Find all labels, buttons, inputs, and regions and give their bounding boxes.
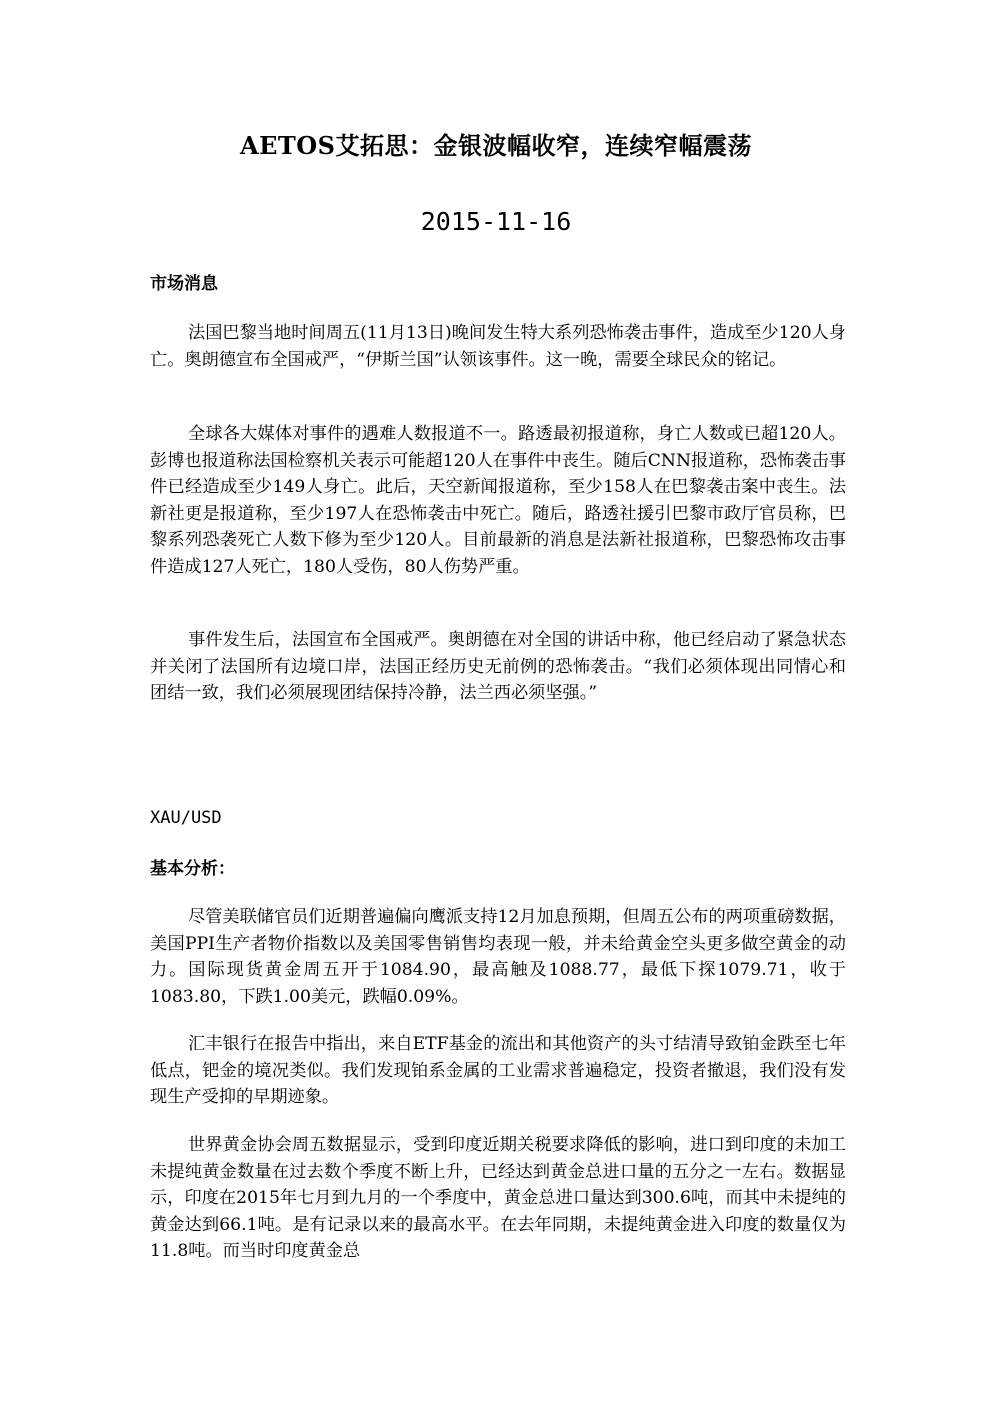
market-news-paragraph-3: 事件发生后，法国宣布全国戒严。奥朗德在对全国的讲话中称，他已经启动了紧急状态并关闭了法国所有边境口岸，法国正经历史无前例的恐怖袭击。“我们必须体现出同情心和团结一致，我们必须展现团结保持冷静，法兰西必须坚强。” [150,630,846,704]
instrument-symbol: XAU/USD [150,808,222,828]
document-date: 2015-11-16 [420,207,572,236]
section-heading-basic-analysis: 基本分析： [150,859,235,879]
market-news-paragraph-2: 全球各大媒体对事件的遇难人数报道不一。路透最初报道称，身亡人数或已超120人。彭博也报道称法国检察机关表示可能超120人在事件中丧生。随后CNN报道称，恐怖袭击事件已经造成至少149人身亡。此后，天空新闻报道称，至少158人在巴黎袭击案中丧生。法新社更是报道称，至少197人在恐怖袭击中死亡。随后，路透社援引巴黎市政厅官员称，巴黎系列恐袭死亡人数下修为至少120人。目前最新的消息是法新社报道称，巴黎恐怖攻击事件造成127人死亡，180人受伤，80人伤势严重。 [150,424,846,577]
document-title: AETOS艾拓思：金银波幅收窄，连续窄幅震荡 [239,131,752,160]
analysis-paragraph-3: 世界黄金协会周五数据显示，受到印度近期关税要求降低的影响，进口到印度的未加工未提纯黄金数量在过去数个季度不断上升，已经达到黄金总进口量的五分之一左右。数据显示，印度在2015年七月到九月的一个季度中，黄金总进口量达到300.6吨，而其中未提纯的黄金达到66.1吨。是有记录以来的最高水平。在去年同期，未提纯黄金进入印度的数量仅为11.8吨。而当时印度黄金总 [150,1135,846,1262]
analysis-paragraph-1: 尽管美联储官员们近期普遍偏向鹰派支持12月加息预期，但周五公布的两项重磅数据，美国PPI生产者物价指数以及美国零售销售均表现一般，并未给黄金空头更多做空黄金的动力。国际现货黄金周五开于1084.90，最高触及1088.77，最低下探1079.71，收于1083.80，下跌1.00美元，跌幅0.09%。 [150,907,846,1007]
market-news-paragraph-1: 法国巴黎当地时间周五(11月13日)晚间发生特大系列恐怖袭击事件，造成至少120人身亡。奥朗德宣布全国戒严，“伊斯兰国”认领该事件。这一晚，需要全球民众的铭记。 [150,323,846,370]
analysis-paragraph-2: 汇丰银行在报告中指出，来自ETF基金的流出和其他资产的头寸结清导致铂金跌至七年低点，钯金的境况类似。我们发现铂系金属的工业需求普遍稳定，投资者撤退，我们没有发现生产受抑的早期迹象。 [150,1034,846,1108]
section-heading-market-news: 市场消息 [150,274,218,294]
